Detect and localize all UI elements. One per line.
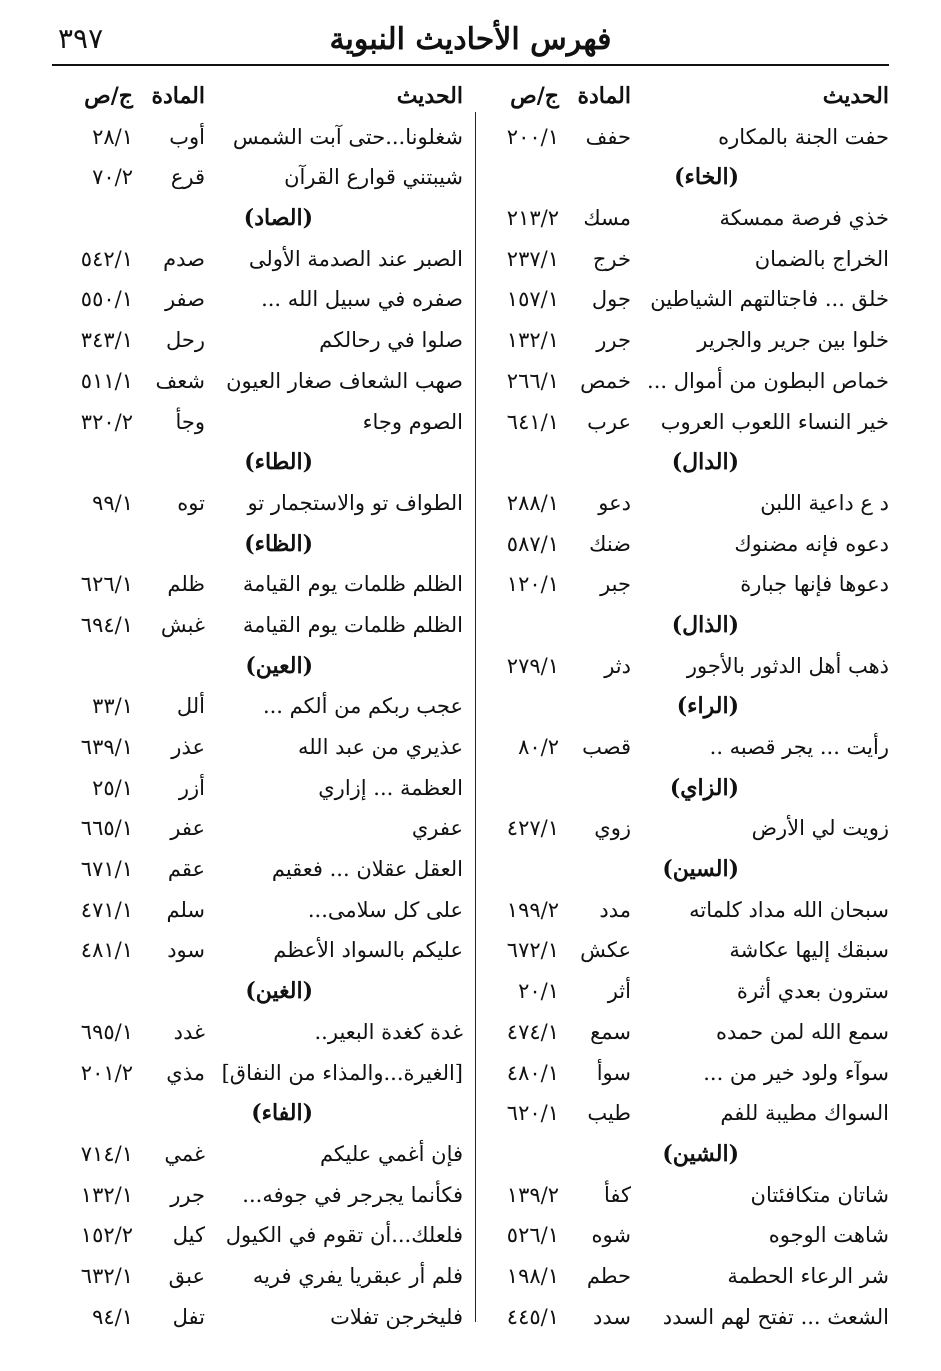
hadith-text: سوآء ولود خير من ... [703,1060,889,1085]
index-column-right [479,76,889,1337]
volume-page-ref: ٢٠١/٢ [80,1060,133,1085]
hadith-text: صهب الشعاف صغار العيون [226,368,463,393]
madda-root: زوي [594,816,631,841]
volume-page-ref: ٦٩٥/١ [80,1019,133,1044]
madda-root: خمص [580,368,631,393]
hadith-text: فلعلك...أن تقوم في الكيول [225,1223,463,1248]
madda-root: جرر [596,328,631,353]
page-number: ٣٩٧ [58,22,104,55]
letter-heading-row [53,524,463,565]
hadith-text: صفره في سبيل الله ... [261,287,463,312]
hadith-text: سمع الله لمن حمده [715,1019,889,1044]
hadith-text: فلم أر عبقريا يفري فريه [252,1263,463,1288]
index-column-left [53,76,463,1337]
volume-page-ref: ٦٢٦/١ [80,572,133,597]
hadith-text: سبقك إليها عكاشة [729,938,889,963]
column-header-madda: المادة [151,83,205,109]
index-entry-row [479,646,889,687]
madda-root: حفف [585,124,631,149]
volume-page-ref: ٦٣٢/١ [80,1263,133,1288]
index-entry-row [479,483,889,524]
index-entry-row [53,361,463,402]
index-entry-row [53,849,463,890]
hadith-text: حفت الجنة بالمكاره [718,124,889,149]
volume-page-ref: ٦٣٩/١ [80,735,133,759]
hadith-text: خذي فرصة ممسكة [719,206,889,231]
index-entry-row [53,808,463,849]
hadith-text: عذيري من عبد الله [297,735,463,759]
index-entry-row [479,524,889,565]
hadith-text: زويت لي الأرض [751,816,889,841]
madda-root: قصب [582,735,631,759]
volume-page-ref: ١٩٨/١ [506,1263,559,1288]
madda-root: عقم [167,857,205,882]
volume-page-ref: ٧١٤/١ [80,1141,133,1166]
volume-page-ref: ٢٧٩/١ [506,653,559,678]
madda-root: حطم [586,1263,631,1288]
madda-root: قرع [170,165,205,190]
volume-page-ref: ٢٣٧/١ [506,246,559,271]
letter-heading-row [479,605,889,646]
column-header-ref: ج/ص [510,83,559,109]
hadith-text: فإن أغمي عليكم [319,1141,463,1166]
letter-heading-row [53,198,463,239]
hadith-text: الظلم ظلمات يوم القيامة [242,572,463,597]
madda-root: وجأ [175,409,205,434]
hadith-text: الخراج بالضمان [754,246,889,271]
column-header-row [479,76,889,117]
index-entry-row [479,117,889,158]
volume-page-ref: ٩٩/١ [92,490,133,515]
volume-page-ref: ٥٥٠/١ [80,287,133,312]
index-entry-row [53,279,463,320]
index-entry-row [479,1297,889,1338]
column-header-hadith: الحديث [396,83,463,109]
index-entry-row [53,1134,463,1175]
madda-root: مسك [583,206,631,231]
madda-root: صفر [164,287,205,312]
letter-heading-row [479,442,889,483]
index-entry-row [479,890,889,931]
madda-root: شعف [155,368,205,393]
hadith-text: شيبتني قوارع القرآن [284,165,463,190]
letter-heading-row [53,442,463,483]
hadith-text: خير النساء اللعوب العروب [660,409,889,434]
volume-page-ref: ٥٨٧/١ [506,531,559,556]
hadith-text: سبحان الله مداد كلماته [689,897,889,922]
volume-page-ref: ٢٠/١ [518,979,559,1004]
volume-page-ref: ١٣٢/١ [506,328,559,353]
hadith-text: شاهت الوجوه [768,1223,889,1248]
volume-page-ref: ٤٧٤/١ [506,1019,559,1044]
column-header-madda: المادة [577,83,631,109]
volume-page-ref: ١٣٢/١ [80,1182,133,1207]
volume-page-ref: ٢٠٠/١ [506,124,559,149]
madda-root: سدد [593,1304,631,1329]
hadith-text: الطواف تو والاستجمار تو [247,490,463,515]
madda-root: توه [177,490,205,515]
madda-root: ضنك [589,531,631,556]
madda-root: عفر [170,816,205,841]
hadith-text: عجب ربكم من ألكم ... [262,694,463,719]
volume-page-ref: ٦٧١/١ [80,857,133,882]
volume-page-ref: ٣٣/١ [92,694,133,719]
hadith-text: على كل سلامى... [307,897,463,922]
hadith-text: خماص البطون من أموال ... [647,368,889,393]
letter-heading: (الزاي) [669,774,739,801]
hadith-text: سترون بعدي أثرة [736,979,889,1004]
letter-heading: (الشين) [662,1140,739,1167]
column-header-ref: ج/ص [84,83,133,109]
madda-root: عذر [171,735,205,759]
volume-page-ref: ١٩٩/٢ [506,897,559,922]
page-title: فهرس الأحاديث النبوية [329,22,612,57]
madda-root: سمع [590,1019,631,1044]
index-entry-row [479,402,889,443]
hadith-text: دعوه فإنه مضنوك [734,531,889,556]
hadith-text: عليكم بالسواد الأعظم [273,938,463,963]
index-entry-row [479,1093,889,1134]
index-entry-row [53,239,463,280]
letter-heading: (الطاء) [244,449,313,476]
letter-heading: (السين) [662,856,739,883]
volume-page-ref: ٥١١/١ [80,368,133,393]
volume-page-ref: ٣٤٣/١ [80,328,133,353]
volume-page-ref: ٤٨١/١ [80,938,133,963]
letter-heading: (الصاد) [243,205,313,232]
madda-root: جول [591,287,631,312]
madda-root: مدد [599,897,631,922]
index-entry-row [479,727,889,768]
header-rule [52,64,889,66]
hadith-text: الصوم وجاء [362,409,463,434]
madda-root: أثر [607,979,631,1004]
hadith-text: خلوا بين جرير والجرير [697,328,889,353]
letter-heading-row [479,157,889,198]
hadith-text: رأيت ... يجر قصبه .. [709,735,889,759]
index-entry-row [53,1297,463,1338]
madda-root: ألل [176,694,205,719]
madda-root: خرج [592,246,631,271]
index-entry-row [53,320,463,361]
index-entry-row [53,686,463,727]
volume-page-ref: ١٢٠/١ [506,572,559,597]
hadith-text: فكأنما يجرجر في جوفه... [242,1182,463,1207]
volume-page-ref: ٦٩٤/١ [80,612,133,637]
madda-root: تفل [172,1304,205,1329]
index-entry-row [53,564,463,605]
index-entry-row [53,1256,463,1297]
index-entry-row [479,1012,889,1053]
madda-root: عرب [587,409,631,434]
volume-page-ref: ٢٨/١ [92,124,133,149]
madda-root: مذي [166,1060,205,1085]
volume-page-ref: ٨٠/٢ [518,735,559,759]
hadith-text: الظلم ظلمات يوم القيامة [242,612,463,637]
index-entry-row [53,1215,463,1256]
index-entry-row [479,564,889,605]
hadith-text: العقل عقلان ... فعقيم [271,857,463,882]
madda-root: ظلم [167,572,205,597]
madda-root: كفأ [603,1182,631,1207]
letter-heading-row [53,1093,463,1134]
hadith-text: الصبر عند الصدمة الأولى [248,246,463,271]
volume-page-ref: ١٥٧/١ [506,287,559,312]
index-entry-row [479,971,889,1012]
volume-page-ref: ١٥٢/٢ [80,1223,133,1248]
letter-heading: (الغين) [245,978,313,1005]
volume-page-ref: ٦٢٠/١ [506,1101,559,1126]
madda-root: غمي [164,1141,205,1166]
letter-heading-row [53,971,463,1012]
index-entry-row [53,1012,463,1053]
page-header [52,18,889,66]
column-divider [475,112,476,1322]
hadith-text: [الغيرة...والمذاء من النفاق] [221,1060,463,1085]
hadith-text: شغلونا...حتى آبت الشمس [232,124,463,149]
index-entry-row [53,890,463,931]
volume-page-ref: ٤٧١/١ [80,897,133,922]
index-entry-row [53,1053,463,1094]
volume-page-ref: ٦٧٢/١ [506,938,559,963]
volume-page-ref: ٥٢٦/١ [506,1223,559,1248]
volume-page-ref: ٥٤٢/١ [80,246,133,271]
index-entry-row [479,1256,889,1297]
index-entry-row [479,361,889,402]
letter-heading: (الفاء) [251,1100,313,1127]
hadith-text: غدة كغدة البعير.. [314,1019,463,1044]
volume-page-ref: ٢٦٦/١ [506,368,559,393]
volume-page-ref: ٣٢٠/٢ [80,409,133,434]
volume-page-ref: ٤٤٥/١ [506,1304,559,1329]
letter-heading: (الظاء) [244,530,313,557]
index-entry-row [479,239,889,280]
index-entry-row [479,320,889,361]
madda-root: دعو [598,490,631,515]
madda-root: صدم [163,246,205,271]
hadith-text: السواك مطيبة للفم [720,1101,889,1126]
volume-page-ref: ٦٦٥/١ [80,816,133,841]
madda-root: جرر [170,1182,205,1207]
volume-page-ref: ٢٨٨/١ [506,490,559,515]
madda-root: غدد [173,1019,205,1044]
madda-root: أزر [178,775,205,800]
madda-root: سلم [166,897,205,922]
index-entry-row [479,1175,889,1216]
letter-heading-row [479,1134,889,1175]
madda-root: غبش [160,612,205,637]
volume-page-ref: ٤٢٧/١ [506,816,559,841]
index-entry-row [53,483,463,524]
volume-page-ref: ٢٥/١ [92,775,133,800]
letter-heading-row [479,849,889,890]
hadith-text: خلق ... فاجتالتهم الشياطين [650,287,889,312]
index-entry-row [53,930,463,971]
index-entry-row [479,930,889,971]
index-entry-row [479,198,889,239]
index-entry-row [53,727,463,768]
madda-root: أوب [169,124,205,149]
madda-root: عبق [168,1263,205,1288]
hadith-text: فليخرجن تفلات [330,1304,463,1329]
madda-root: كيل [172,1223,205,1248]
index-entry-row [479,808,889,849]
column-header-hadith: الحديث [822,83,889,109]
hadith-text: الشعث ... تفتح لهم السدد [662,1304,889,1329]
index-entry-row [479,1215,889,1256]
hadith-text: شر الرعاء الحطمة [727,1263,889,1288]
volume-page-ref: ٢١٣/٢ [506,206,559,231]
index-entry-row [53,1175,463,1216]
madda-root: سوأ [596,1060,631,1085]
letter-heading: (الدال) [671,449,739,476]
madda-root: شوه [591,1223,631,1248]
letter-heading-row [53,646,463,687]
letter-heading: (العين) [245,652,313,679]
index-entry-row [53,117,463,158]
index-entry-row [53,157,463,198]
hadith-text: دعوها فإنها جبارة [740,572,889,597]
hadith-text: شاتان متكافئتان [750,1182,889,1207]
letter-heading: (الذال) [671,611,739,638]
madda-root: طيب [587,1101,631,1126]
volume-page-ref: ٧٠/٢ [92,165,133,190]
letter-heading-row [479,686,889,727]
volume-page-ref: ٦٤١/١ [506,409,559,434]
column-header-row [53,76,463,117]
madda-root: سود [167,938,205,963]
hadith-text: عفري [411,816,463,841]
hadith-text: ذهب أهل الدثور بالأجور [686,653,889,678]
letter-heading: (الراء) [676,693,739,720]
hadith-text: د ع داعية اللبن [760,490,889,515]
index-entry-row [53,768,463,809]
volume-page-ref: ١٣٩/٢ [506,1182,559,1207]
volume-page-ref: ٤٨٠/١ [506,1060,559,1085]
letter-heading: (الخاء) [674,164,739,191]
index-entry-row [53,605,463,646]
index-entry-row [53,402,463,443]
hadith-text: العظمة ... إزاري [318,775,463,800]
madda-root: دثر [604,653,631,678]
hadith-text: صلوا في رحالكم [319,328,463,353]
volume-page-ref: ٩٤/١ [92,1304,133,1329]
madda-root: جبر [600,572,631,597]
letter-heading-row [479,768,889,809]
madda-root: عكش [580,938,631,963]
index-entry-row [479,1053,889,1094]
madda-root: رحل [165,328,205,353]
index-entry-row [479,279,889,320]
